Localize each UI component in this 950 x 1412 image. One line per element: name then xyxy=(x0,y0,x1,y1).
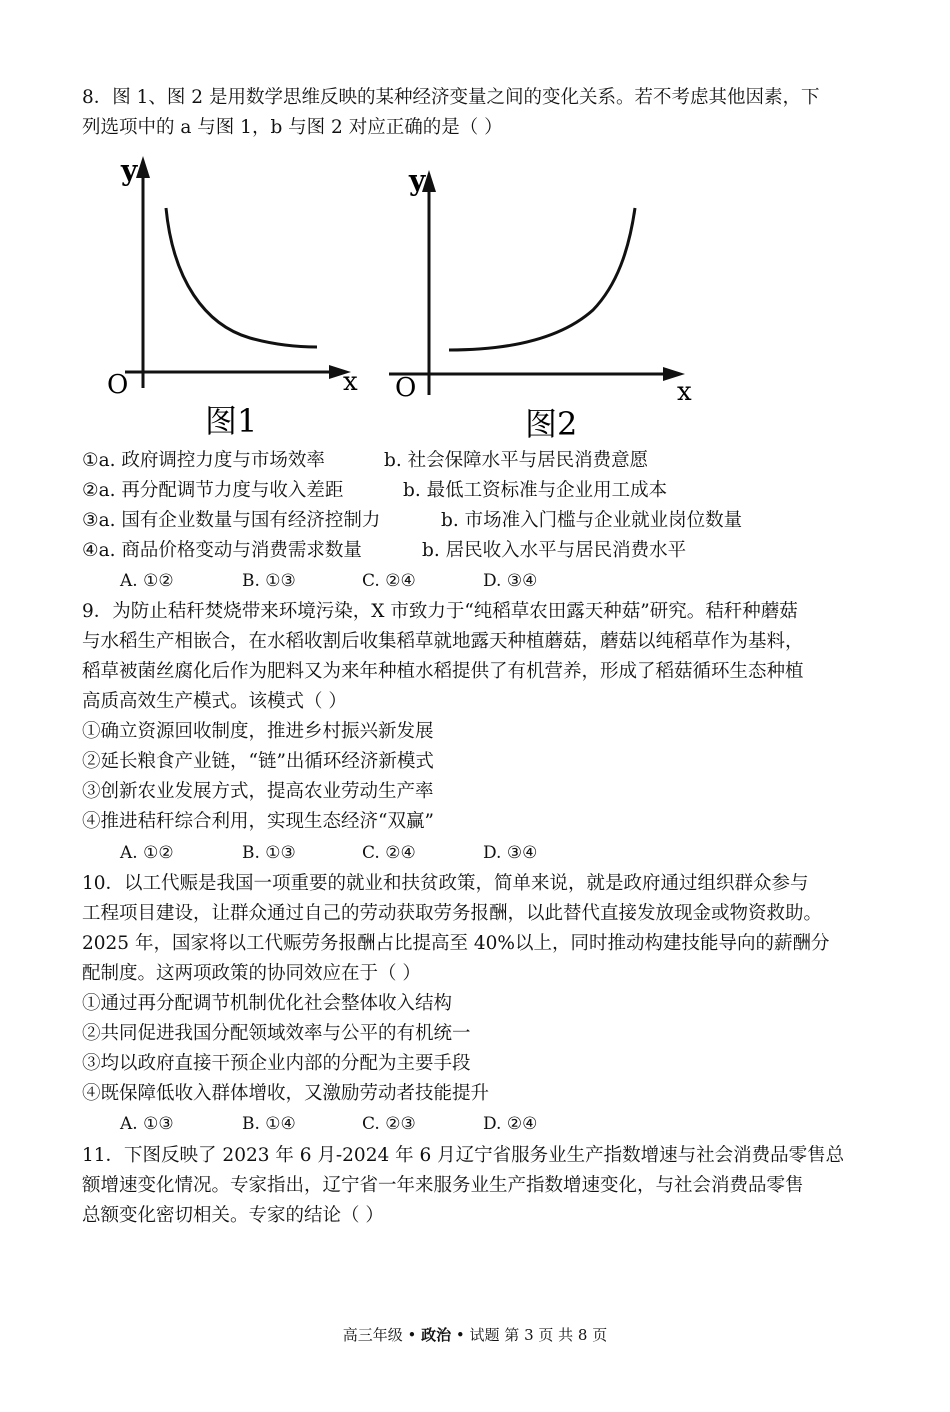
q10-stem-line-4: 配制度。这两项政策的协同效应在于（ ） xyxy=(82,963,421,984)
q10-option-3: ③均以政府直接干预企业内部的分配为主要手段 xyxy=(82,1053,471,1074)
q9-option-1: ①确立资源回收制度，推进乡村振兴新发展 xyxy=(82,721,434,742)
fig2-x-label: x xyxy=(677,377,692,407)
q9-option-3: ③创新农业发展方式，提高农业劳动生产率 xyxy=(82,781,434,802)
q8-option-3a: ③a. 国有企业数量与国有经济控制力 xyxy=(82,510,381,531)
fig2-y-label: y xyxy=(409,164,426,197)
fig2-curve xyxy=(449,208,635,350)
q10-stem-line-2: 工程项目建设，让群众通过自己的劳动获取劳务报酬，以此替代直接发放现金或物资救助。 xyxy=(82,903,823,924)
q9-choice-d: D. ③④ xyxy=(483,843,538,863)
fig2-origin-label: O xyxy=(395,373,417,403)
q11-stem-line-3: 总额变化密切相关。专家的结论（ ） xyxy=(82,1205,384,1226)
fig1-origin-label: O xyxy=(107,370,129,400)
q10-option-2: ②共同促进我国分配领域效率与公平的有机统一 xyxy=(82,1023,471,1044)
q8-option-4a: ④a. 商品价格变动与消费需求数量 xyxy=(82,540,362,561)
fig1-curve xyxy=(166,208,317,347)
q9-choice-b: B. ①③ xyxy=(242,843,296,863)
q9-stem-line-2: 与水稻生产相嵌合，在水稻收割后收集稻草就地露天种植蘑菇，蘑菇以纯稻草作为基料， xyxy=(82,631,804,652)
q9-choice-c: C. ②④ xyxy=(362,843,416,863)
q8-choice-c: C. ②④ xyxy=(362,571,416,591)
q8-option-4b: b. 居民收入水平与居民消费水平 xyxy=(422,540,687,561)
q8-option-3b: b. 市场准入门槛与企业就业岗位数量 xyxy=(441,510,743,531)
q10-choice-d: D. ②④ xyxy=(483,1114,538,1134)
fig2-caption: 图2 xyxy=(525,405,578,443)
fig1-y-arrow xyxy=(136,156,150,178)
q10-choice-a: A. ①③ xyxy=(120,1114,174,1134)
q10-choice-c: C. ②③ xyxy=(362,1114,416,1134)
q11-stem-line-1: 11．下图反映了 2023 年 6 月-2024 年 6 月辽宁省服务业生产指数增速与社会消费品零售总 xyxy=(82,1145,845,1166)
page-footer xyxy=(0,1325,950,1345)
q8-stem-line-2: 列选项中的 a 与图 1，b 与图 2 对应正确的是（ ） xyxy=(82,117,503,138)
q9-option-2: ②延长粮食产业链，“链”出循环经济新模式 xyxy=(82,751,434,772)
q8-choice-d: D. ③④ xyxy=(483,571,538,591)
q9-stem-line-1: 9．为防止秸秆焚烧带来环境污染，X 市致力于“纯稻草农田露天种菇”研究。秸秆种蘑菇 xyxy=(82,601,798,622)
q8-option-1b: b. 社会保障水平与居民消费意愿 xyxy=(384,450,649,471)
q9-stem-line-4: 高质高效生产模式。该模式（ ） xyxy=(82,691,347,712)
fig1-x-label: x xyxy=(343,367,358,397)
fig1-y-label: y xyxy=(121,154,138,187)
q8-option-2b: b. 最低工资标准与企业用工成本 xyxy=(403,480,668,501)
q10-stem-line-3: 2025 年，国家将以工代赈劳务报酬占比提高至 40%以上，同时推动构建技能导向的薪酬分 xyxy=(82,933,830,954)
footer-page-info: • 试题 第 3 页 共 8 页 xyxy=(451,1326,608,1344)
footer-prefix: 高三年级 • xyxy=(342,1326,422,1344)
q9-option-4: ④推进秸秆综合利用，实现生态经济“双赢” xyxy=(82,811,434,832)
q9-stem-line-3: 稻草被菌丝腐化后作为肥料又为来年种植水稻提供了有机营养，形成了稻菇循环生态种植 xyxy=(82,661,804,682)
footer-subject: 政治 xyxy=(421,1326,452,1344)
q10-choice-b: B. ①④ xyxy=(242,1114,296,1134)
figure-2-graph xyxy=(385,150,705,445)
q8-choice-a: A. ①② xyxy=(120,571,174,591)
fig1-caption: 图1 xyxy=(205,402,258,440)
q9-choice-a: A. ①② xyxy=(120,843,174,863)
q11-stem-line-2: 额增速变化情况。专家指出，辽宁省一年来服务业生产指数增速变化，与社会消费品零售 xyxy=(82,1175,804,1196)
figure-1-graph xyxy=(85,150,375,445)
q8-choice-b: B. ①③ xyxy=(242,571,296,591)
q8-option-1a: ①a. 政府调控力度与市场效率 xyxy=(82,450,325,471)
q8-option-2a: ②a. 再分配调节力度与收入差距 xyxy=(82,480,344,501)
q10-stem-line-1: 10．以工代赈是我国一项重要的就业和扶贫政策，简单来说，就是政府通过组织群众参与 xyxy=(82,873,809,894)
q10-option-1: ①通过再分配调节机制优化社会整体收入结构 xyxy=(82,993,453,1014)
q8-stem-line-1: 8．图 1、图 2 是用数学思维反映的某种经济变量之间的变化关系。若不考虑其他因素，下 xyxy=(82,87,820,108)
q10-option-4: ④既保障低收入群体增收，又激励劳动者技能提升 xyxy=(82,1083,490,1104)
